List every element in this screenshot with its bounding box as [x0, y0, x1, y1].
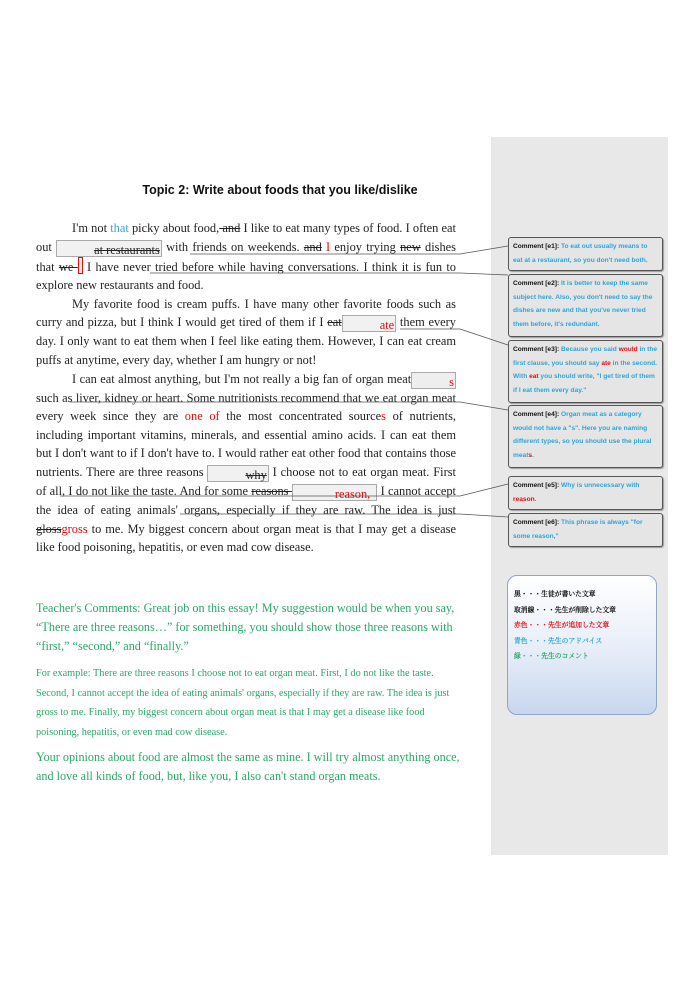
comment-text: in the first clause, you should say: [513, 346, 658, 367]
text: them every day. I only want to eat them when I feel like eating them. However, I can eat cream puffs at anytime, every day, whether I am hungry or not!: [36, 315, 456, 367]
comment-label: Comment [e5]:: [513, 482, 560, 489]
text: enjoy trying: [330, 239, 401, 254]
essay-paragraph-1: [36, 219, 456, 295]
comment-text: .: [534, 495, 537, 503]
comment-text: in the second. With: [513, 359, 658, 380]
comment-text: Organ meat as a category would not have a "s". Here you are naming different types, so you should use the plural meat: [513, 411, 652, 459]
comment-e2[interactable]: [508, 274, 663, 337]
comment-text: This phrase is always "for some reason,": [513, 519, 643, 540]
teacher-comment-example: For example: There are three reasons I choose not to eat organ meat. First, I do not like the taste. Second, I cannot accept the idea of eating animals' organs, especially if they are raw. The idea is just gross to me. Finally, my biggest concern about organ meat is that I may get a disease like food poisoning, hepatitis, or even mad cow disease.: [36, 668, 450, 738]
inserted-word-that: that: [110, 221, 129, 235]
comment-highlight: would: [618, 346, 638, 353]
comment-highlight: ate: [601, 359, 611, 367]
page-title: Topic 2: Write about foods that you like/dislike: [142, 183, 418, 197]
text: I like to eat many types of food. I often eat out: [36, 221, 456, 254]
inserted-word-reason: reason,: [334, 486, 371, 501]
legend-item-strikethrough: 取消線・・・先生が削除した文章: [514, 605, 616, 614]
deleted-word-gloss: gloss: [36, 521, 62, 536]
essay-body: [36, 219, 456, 557]
comment-text: It is better to keep the same subject here. Also, you don't need to say the dishes are new and that you've never tried them before, it's redundant.: [513, 280, 653, 328]
inserted-letter-s: s: [381, 409, 386, 424]
text: I can eat almost anything, but I'm not really a big fan of organ meat: [72, 371, 412, 386]
deleted-phrase: at restaurants: [94, 242, 160, 257]
inserted-word-gross: gross: [61, 521, 88, 536]
comment-e3[interactable]: [508, 340, 663, 403]
text: I choose not to eat organ meat. First of all, I do not like the taste. And for some: [36, 464, 456, 498]
legend-item-green: 緑・・・先生のコメント: [514, 652, 589, 661]
deleted-word-we: we: [58, 259, 78, 274]
text: I'm not: [72, 221, 111, 235]
deleted-word-why: why: [245, 467, 267, 482]
deleted-word-new: new: [400, 239, 421, 254]
comment-e5[interactable]: [508, 476, 663, 510]
text: picky about food,: [128, 221, 220, 235]
comment-highlight: s: [528, 451, 533, 459]
deleted-word-eat: eat: [327, 315, 342, 330]
text: I cannot accept the idea of eating animals' organs, especially if they are raw. The idea is just: [36, 483, 456, 517]
essay-paragraph-3: [36, 370, 456, 557]
deleted-word-and: and: [303, 239, 322, 254]
comment-e6[interactable]: [508, 513, 663, 547]
color-legend: [507, 575, 657, 715]
comment-text: To eat out usually means to eat at a restaurant, so you don't need both.: [513, 243, 648, 264]
inserted-word-i: I: [321, 239, 331, 254]
text: such as liver, kidney or heart. Some nutritionists recommend that we eat organ meat every week since they are: [36, 390, 456, 424]
comment-e1[interactable]: [508, 237, 663, 271]
comment-text: .: [532, 451, 534, 459]
comment-anchor-e3[interactable]: [342, 315, 396, 332]
comment-anchor-e5[interactable]: [207, 465, 268, 482]
text: My favorite food is cream puffs. I have many other favorite foods such as curry and pizza, but I think I would get tired of them if I: [36, 296, 456, 330]
comment-label: Comment [e1]:: [513, 243, 560, 250]
text: I have never tried before while having conversations. I think it is fun to explore new restaurants and food.: [36, 259, 456, 293]
comment-e4[interactable]: [508, 405, 663, 468]
comment-label: Comment [e4]:: [513, 411, 560, 418]
inserted-letter-s: s: [449, 374, 454, 389]
text: with friends on weekends.: [161, 239, 304, 254]
text: of nutrients, including important vitamins, minerals, and essential amino acids. I can eat them but I don't want to if I don't have to. I would rather eat other food that contains those nutrients. There are three reasons: [36, 409, 456, 479]
teacher-comment-main: Teacher's Comments: Great job on this essay! My suggestion would be when you say, “There are three reasons…” for something, you should show those three reasons with “first,” “second,” and “finally.”: [36, 601, 455, 653]
legend-item-red: 赤色・・・先生が追加した文章: [514, 621, 610, 630]
comment-anchor-e1[interactable]: [56, 240, 162, 257]
deleted-word-and: and: [219, 221, 241, 235]
essay-paragraph-2: [36, 295, 456, 370]
inserted-word-ate: ate: [379, 318, 395, 333]
comment-anchor-e4[interactable]: [411, 372, 456, 389]
comment-text: Because you said: [561, 346, 619, 353]
text: dishes that: [36, 239, 456, 274]
comment-anchor-e6[interactable]: [292, 484, 377, 501]
legend-item-black: 黒・・・生徒が書いた文章: [514, 590, 596, 598]
comment-text: you should write, "I get tired of them if I eat them every day.": [513, 373, 655, 394]
text: to me. My biggest concern about organ meat is that I may get a disease like food poisoning, hepatitis, or even mad cow disease.: [36, 521, 456, 555]
comment-label: Comment [e3]:: [513, 346, 560, 353]
legend-item-blue: 青色・・・先生のアドバイス: [514, 636, 603, 645]
comment-highlight: eat: [529, 373, 539, 380]
deleted-word-reasons: reasons: [251, 483, 292, 498]
comment-label: Comment [e2]:: [513, 280, 560, 287]
comment-label: Comment [e6]:: [513, 519, 560, 526]
teacher-comment-closing: Your opinions about food are almost the same as mine. I will try almost anything once, and love all kinds of food, but, like you, I also can't stand organ meats.: [36, 750, 460, 783]
inserted-phrase-one-of: one of: [184, 409, 220, 424]
text: the most concentrated source: [219, 409, 382, 424]
comment-highlight: reason: [513, 495, 535, 503]
comment-text: Why is unnecessary with: [561, 482, 640, 489]
